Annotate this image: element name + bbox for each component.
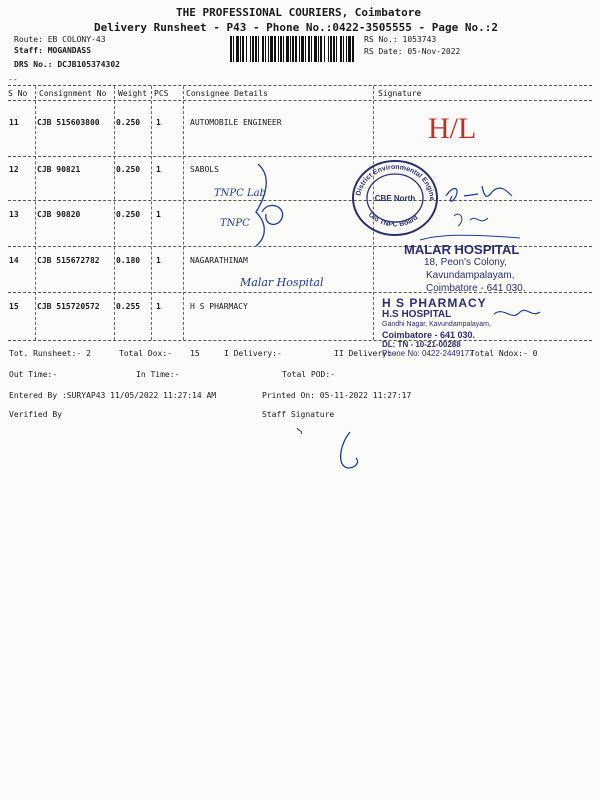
row-13-pcs: 1: [156, 210, 161, 219]
row-11-sno: 11: [9, 118, 19, 127]
malar-hospital-stamp-name: MALAR HOSPITAL: [404, 242, 520, 257]
row-13-sno: 13: [9, 210, 19, 219]
malar-address-2: Kavundampalayam,: [426, 270, 515, 281]
staff-signature-label: Staff Signature: [262, 410, 335, 419]
pharmacy-address-2: Coimbatore - 641 030.: [382, 330, 476, 340]
row-14-weight: 0.180: [116, 256, 141, 265]
col-weight: Weight: [118, 89, 147, 98]
col-pcs: PCS: [154, 89, 169, 98]
entered-by: Entered By :SURYAP43 11/05/2022 11:27:14 AM: [9, 391, 217, 400]
row-15-consignee: H S PHARMACY: [190, 302, 248, 311]
printed-on: Printed On: 05-11-2022 11:27:17: [262, 391, 412, 400]
staff: Staff: MOGANDASS: [14, 46, 92, 55]
round-stamp-bottom-text: O/o TNPC Board: [366, 211, 420, 229]
row-11-pcs: 1: [156, 118, 161, 127]
rs-date: RS Date: 05-Nov-2022: [364, 47, 461, 56]
handwritten-hl: H/L: [428, 112, 477, 145]
row-13-weight: 0.250: [116, 210, 141, 219]
row-11-consignment: CJB 515603800: [37, 118, 100, 127]
row-13-consignment: CJB 90820: [37, 210, 81, 219]
malar-address-3: Coimbatore - 641 030.: [426, 283, 526, 294]
row-12-sno: 12: [9, 165, 19, 174]
rs-number: RS No.: 1053743: [364, 35, 437, 44]
verified-by: Verified By: [9, 410, 62, 419]
route: Route: EB COLONY-43: [14, 35, 106, 44]
handwritten-tnpc: TNPC: [220, 218, 250, 229]
row-11-weight: 0.250: [116, 118, 141, 127]
row-14-sno: 14: [9, 256, 19, 265]
drs-number: DRS No.: DCJB105374302: [14, 60, 120, 69]
table-top-marks: --: [8, 75, 18, 84]
signature-mark: [262, 205, 283, 224]
row-12-consignee: SABOLS: [190, 165, 219, 174]
row-12-pcs: 1: [156, 165, 161, 174]
out-time: Out Time:-: [9, 370, 58, 379]
row-15-consignment: CJB 515720572: [37, 302, 100, 311]
ii-delivery: II Delivery:-: [334, 349, 397, 358]
row-14-consignee: NAGARATHINAM: [190, 256, 248, 265]
pharmacy-address-4: Phone No: 0422-2449177: [382, 349, 474, 358]
pharmacy-address-3: DL: TN - 10-21-00288: [382, 340, 461, 349]
row-15-sno: 15: [9, 302, 19, 311]
company-title: THE PROFESSIONAL COURIERS, Coimbatore: [176, 6, 422, 19]
signature-mark: [420, 214, 520, 240]
total-dox-value: 15: [190, 349, 200, 358]
row-15-pcs: 1: [156, 302, 161, 311]
runsheet-subtitle: Delivery Runsheet - P43 - Phone No.:0422-3505555 - Page No.:2: [94, 21, 498, 34]
handwritten-malar-hospital: Malar Hospital: [240, 276, 324, 289]
pharmacy-stamp-name: H S PHARMACY: [382, 296, 487, 310]
total-runsheet: Tot. Runsheet:- 2: [9, 349, 91, 358]
in-time: In Time:-: [136, 370, 180, 379]
round-stamp-top-text: District Environmental Engine: [355, 163, 436, 201]
total-dox-label: Total Dox:-: [119, 349, 172, 358]
col-signature: Signature: [378, 89, 422, 98]
handwritten-tnpc-lab: TNPC Lab: [214, 188, 266, 199]
pharmacy-stamp-sub: H.S HOSPITAL: [382, 309, 452, 320]
signature-mark: [494, 310, 540, 315]
row-12-consignment: CJB 90821: [37, 165, 81, 174]
total-pod: Total POD:-: [282, 370, 335, 379]
row-14-pcs: 1: [156, 256, 161, 265]
col-sno: S No: [8, 89, 28, 98]
col-consignment: Consignment No: [39, 89, 107, 98]
i-delivery: I Delivery:-: [224, 349, 282, 358]
signature-mark: [256, 164, 266, 246]
total-ndox: Total Ndox:- 0: [470, 349, 538, 358]
row-12-weight: 0.250: [116, 165, 141, 174]
malar-address-1: 18, Peon's Colony,: [424, 257, 507, 268]
signature-mark: [446, 186, 512, 201]
row-11-consignee: AUTOMOBILE ENGINEER: [190, 118, 282, 127]
row-15-weight: 0.255: [116, 302, 141, 311]
signature-mark: [341, 432, 358, 468]
round-stamp-center-text: CBE North: [374, 194, 416, 203]
pharmacy-address-1: Gandhi Nagar, Kavundampalayam,: [382, 321, 491, 328]
signature-mark: [297, 428, 302, 434]
col-consignee: Consignee Details: [186, 89, 268, 98]
row-14-consignment: CJB 515672782: [37, 256, 100, 265]
